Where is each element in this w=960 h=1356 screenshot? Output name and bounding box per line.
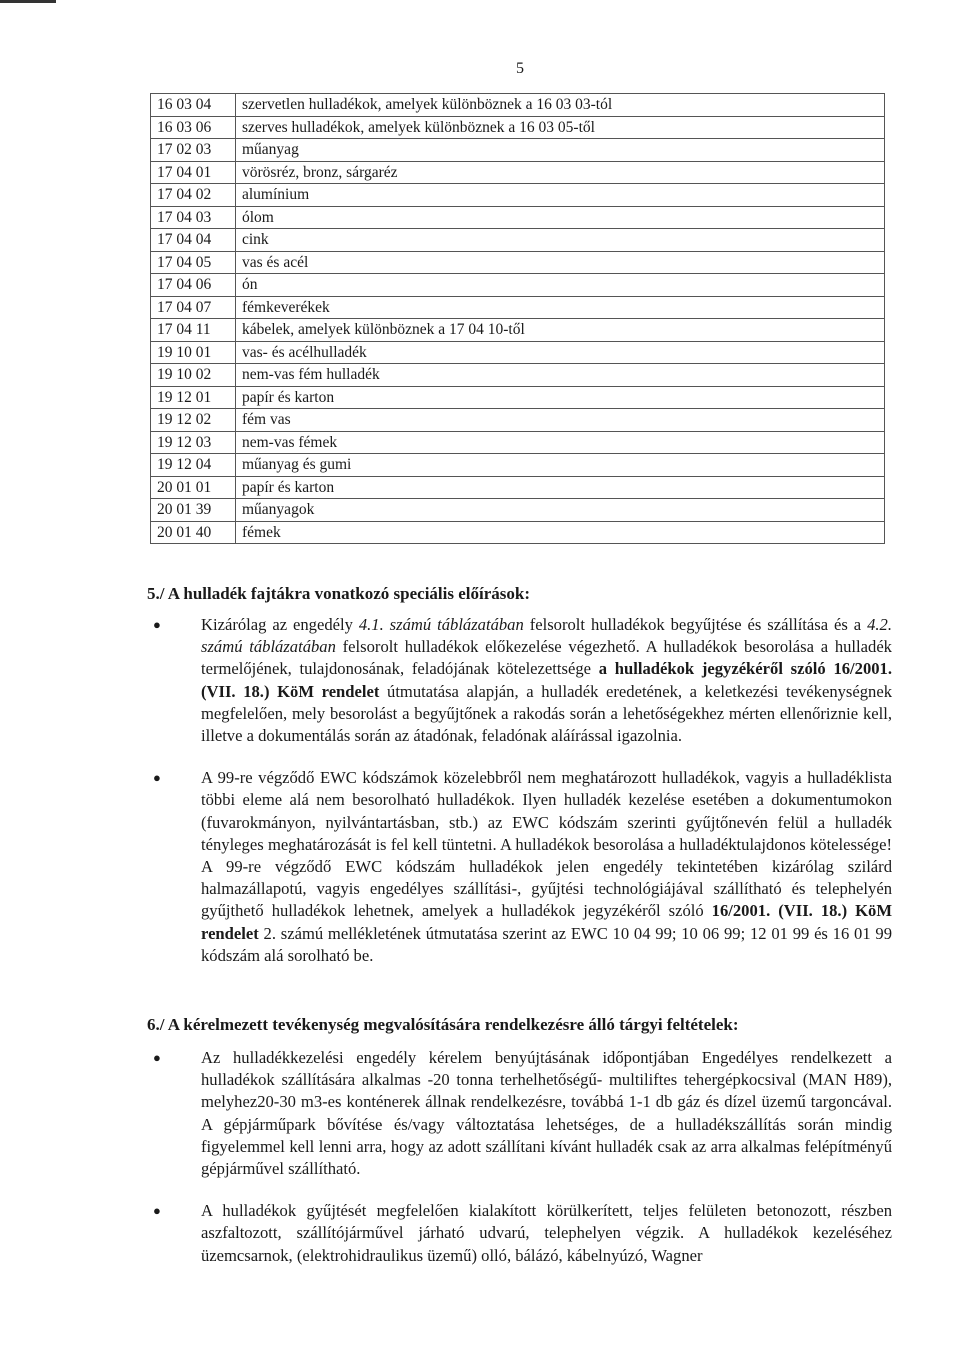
table-row (151, 94, 885, 117)
top-edge-line (0, 0, 56, 3)
waste-code-cell: 17 04 06 (151, 274, 236, 297)
table-row (151, 431, 885, 454)
waste-code-cell: 17 04 03 (151, 206, 236, 229)
waste-description-cell: szervetlen hulladékok, amelyek különböznek a 16 03 03-tól (236, 94, 885, 117)
waste-code-cell: 19 12 01 (151, 386, 236, 409)
table-row (151, 229, 885, 252)
table-row (151, 476, 885, 499)
waste-description-cell: fémkeverékek (236, 296, 885, 319)
table-row (151, 206, 885, 229)
waste-code-cell: 19 12 04 (151, 454, 236, 477)
list-item: ● A hulladékok gyűjtését megfelelően kialakított körülkerített, teljes felületen betonozott, részben aszfaltozott, szállítójárművel járható udvarú, telephelyen végzik. A hulladékok kezeléséhez üzemcsarnok, (elektrohidraulikus üzemű) olló, bálázó, kábelnyúzó, Wagner (153, 1201, 892, 1265)
waste-code-cell: 19 12 02 (151, 409, 236, 432)
waste-code-cell: 16 03 06 (151, 116, 236, 139)
waste-code-cell: 17 04 05 (151, 251, 236, 274)
waste-description-cell: fémek (236, 521, 885, 544)
table-row (151, 409, 885, 432)
waste-code-cell: 19 12 03 (151, 431, 236, 454)
waste-code-cell: 17 04 02 (151, 184, 236, 207)
waste-code-cell: 19 10 02 (151, 364, 236, 387)
waste-description-cell: nem-vas fém hulladék (236, 364, 885, 387)
table-row (151, 341, 885, 364)
waste-code-cell: 20 01 39 (151, 499, 236, 522)
table-row (151, 161, 885, 184)
waste-code-cell: 20 01 40 (151, 521, 236, 544)
table-row (151, 184, 885, 207)
table-row (151, 296, 885, 319)
bullet-icon: ● (153, 770, 161, 786)
table-row (151, 139, 885, 162)
waste-description-cell: szerves hulladékok, amelyek különböznek a 16 03 05-től (236, 116, 885, 139)
section-6-list (150, 1047, 892, 1267)
table-row (151, 251, 885, 274)
section-5-list (150, 614, 892, 967)
waste-description-cell: ón (236, 274, 885, 297)
waste-code-cell: 17 04 11 (151, 319, 236, 342)
waste-description-cell: műanyag (236, 139, 885, 162)
waste-description-cell: műanyag és gumi (236, 454, 885, 477)
table-row (151, 364, 885, 387)
bullet-icon: ● (153, 617, 161, 632)
list-item: ● Az hulladékkezelési engedély kérelem benyújtásának időpontjában Engedélyes rendelkezett a hulladékok szállítására alkalmas -20 tonna terhelhetőségű- multiliftes tehergépkocsival (MAN H89), melyhez20-30 m3-es konténerek állnak rendelkezésre, továbbá 1-1 db gáz és dízel üzemű targoncával. A gépjárműpark bővítése és/vagy változtatása lehetséges, de a hulladékszállítás során mindig figyelemmel kell lenni arra, hogy az adott szállítani kívánt hulladék csak az arra alkalmas felépítményű gépjárművel szállítható. (153, 1048, 892, 1179)
waste-description-cell: alumínium (236, 184, 885, 207)
waste-description-cell: fém vas (236, 409, 885, 432)
waste-description-cell: vas- és acélhulladék (236, 341, 885, 364)
waste-description-cell: kábelek, amelyek különböznek a 17 04 10-től (236, 319, 885, 342)
table-row (151, 386, 885, 409)
waste-description-cell: vörösréz, bronz, sárgaréz (236, 161, 885, 184)
waste-code-cell: 16 03 04 (151, 94, 236, 117)
table-row (151, 116, 885, 139)
waste-code-cell: 20 01 01 (151, 476, 236, 499)
table-row (151, 454, 885, 477)
table-row (151, 521, 885, 544)
section-5-title: 5./ A hulladék fajtákra vonatkozó speciális előírások: (147, 584, 530, 603)
waste-code-cell: 17 04 01 (151, 161, 236, 184)
waste-description-cell: nem-vas fémek (236, 431, 885, 454)
table-row (151, 499, 885, 522)
list-item: ● A 99-re végződő EWC kódszámok közelebbről nem meghatározott hulladékok, vagyis a hulladéklista többi eleme alá nem besorolható hulladékok. Ilyen hulladék kezelése esetében a dokumentumokon (fuvarokmányon, nyilvántartásban, stb.) az EWC kódszám szerinti gyűjtőnevén felül a hulladék tényleges meghatározását is fel kell tüntetni. A hulladékok besorolása a hulladéktulajdonos kötelessége! A 99-re végződő EWC kódszám hulladékok jelen engedély tekintetében kizárólag szilárd halmazállapotú, vagyis engedélyes szállítási-, gyűjtési technológiájával szállítható és telephelyén gyűjthető hulladékok lehetnek, amelyek a hulladékok jegyzékéről szóló 16/2001. (VII. 18.) KöM rendelet 2. számú mellékletének útmutatása szerint az EWC 10 04 99; 10 06 99; 12 01 99 és 16 01 99 kódszám alá sorolható be. (153, 768, 892, 965)
bullet-icon: ● (153, 1203, 161, 1219)
waste-code-table (150, 93, 885, 544)
waste-description-cell: papír és karton (236, 386, 885, 409)
waste-code-cell: 19 10 01 (151, 341, 236, 364)
waste-code-cell: 17 02 03 (151, 139, 236, 162)
waste-description-cell: műanyagok (236, 499, 885, 522)
waste-description-cell: ólom (236, 206, 885, 229)
waste-code-cell: 17 04 04 (151, 229, 236, 252)
bullet-icon: ● (153, 1050, 161, 1065)
table-row (151, 274, 885, 297)
waste-code-cell: 17 04 07 (151, 296, 236, 319)
list-item: ● Kizárólag az engedély 4.1. számú táblázatában felsorolt hulladékok begyűjtése és szállítása és a 4.2. számú táblázatában felsorolt hulladékok előkezelése végezhető. A hulladékok besorolása a hulladék termelőjének, tulajdonosának, feladójának kötelezettsége a hulladékok jegyzékéről szóló 16/2001. (VII. 18.) KöM rendelet útmutatása alapján, a hulladék eredetének, a keletkezési tevékenységnek megfelelően, mely besorolást a begyűjtőnek a rakodás során a lehetőségekhez mérten ellenőriznie kell, illetve a dokumentálás során az átadónak, feladónak aláírással igazolnia. (153, 615, 892, 746)
waste-description-cell: papír és karton (236, 476, 885, 499)
waste-description-cell: cink (236, 229, 885, 252)
table-row (151, 319, 885, 342)
section-6-title: 6./ A kérelmezett tevékenység megvalósítására rendelkezésre álló tárgyi feltételek: (147, 1015, 739, 1034)
waste-description-cell: vas és acél (236, 251, 885, 274)
page-number: 5 (516, 60, 524, 77)
